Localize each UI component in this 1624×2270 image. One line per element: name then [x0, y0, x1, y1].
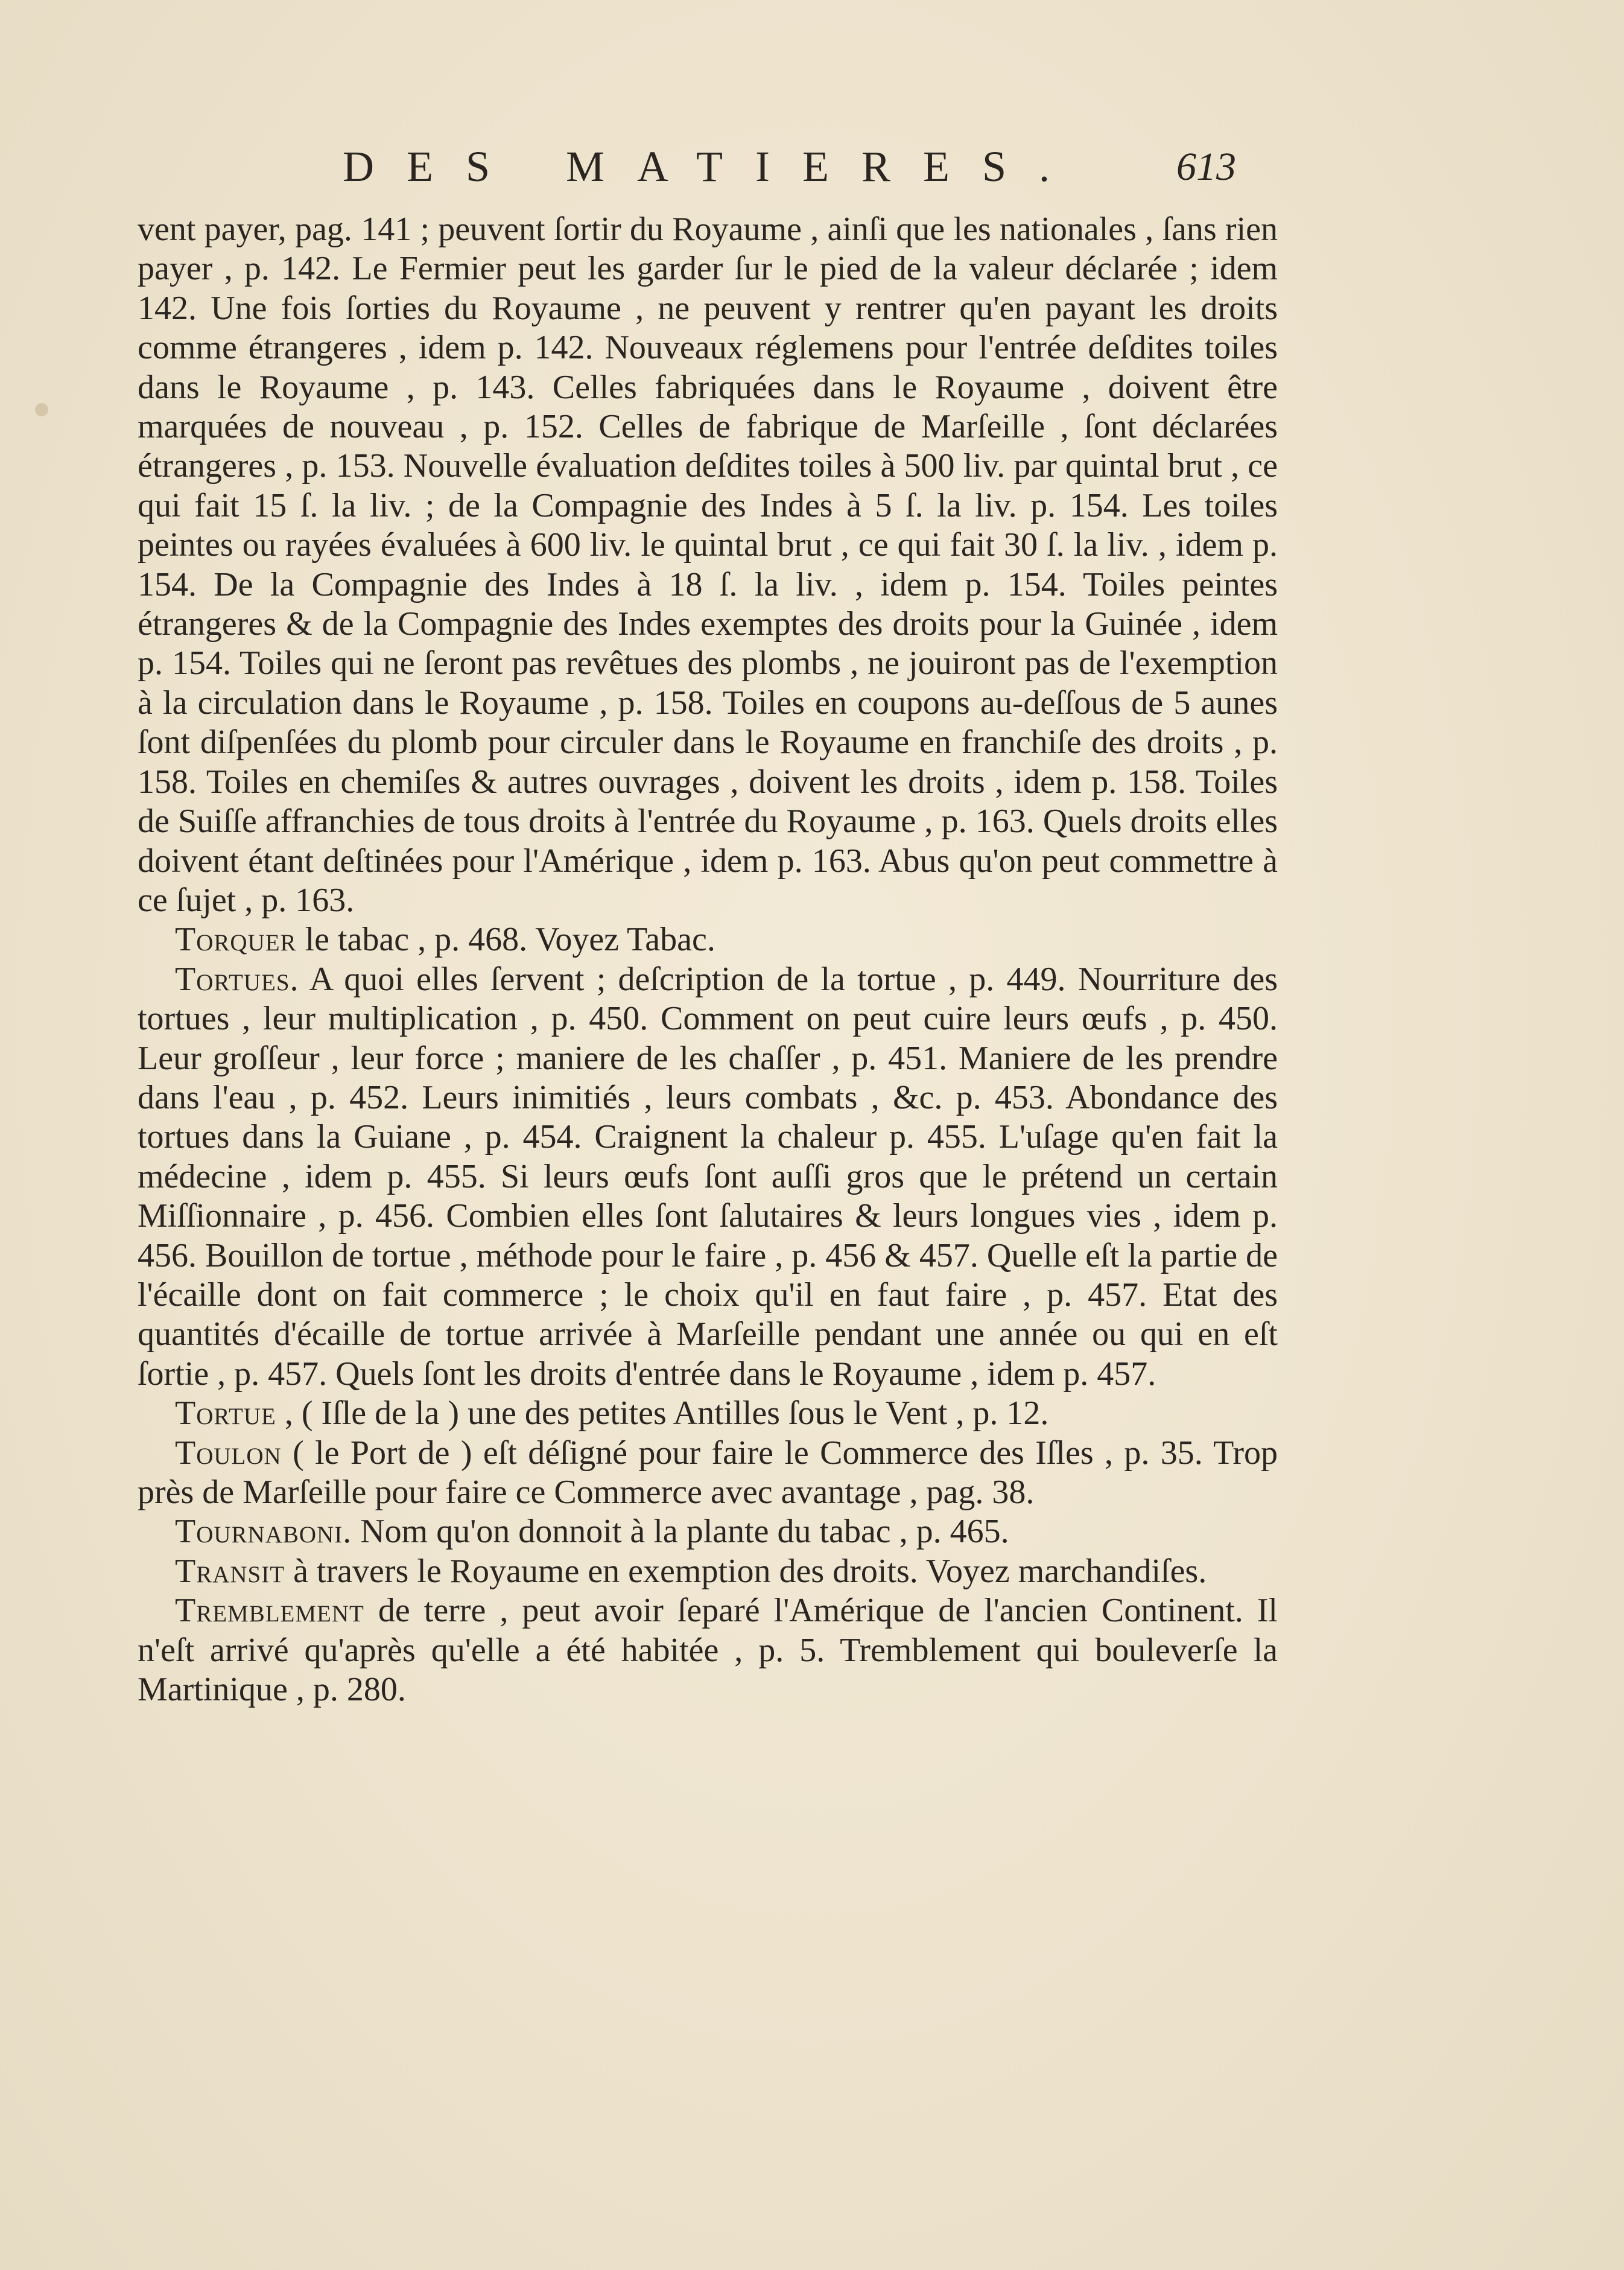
- page-header: [138, 142, 1278, 202]
- paper-spot: [35, 403, 48, 416]
- index-body: [138, 210, 1278, 1709]
- entry-text: A quoi elles ſervent ; deſcription de la tortue , p. 449. Nourriture des tortues , leur multiplication , p. 450. Comment on peut cuire leurs œufs , p. 450. Leur groſſeur , leur force ; maniere de les chaſſer , p. 451. Maniere de les prendre dans l'eau , p. 452. Leurs inimitiés , leurs combats , &c. p. 453. Abondance des tortues dans la Guiane , p. 454. Craignent la chaleur p. 455. L'uſage qu'en fait la médecine , idem p. 455. Si leurs œufs ſont auſſi gros que le prétend un certain Miſſionnaire , p. 456. Combien elles ſont ſalutaires & leurs longues vies , idem p. 456. Bouillon de tortue , méthode pour le faire , p. 456 & 457. Quelle eſt la partie de l'écaille dont on fait commerce ; le choix qu'il en faut faire , p. 457. Etat des quantités d'écaille de tortue arrivée à Marſeille pendant une année ou qui en eſt ſortie , p. 457. Quels ſont les droits d'entrée dans le Royaume , idem p. 457.: [138, 960, 1278, 1393]
- entry-text: de terre , peut avoir ſeparé l'Amérique de l'ancien Continent. Il n'eſt arrivé qu'après qu'elle a été habitée , p. 5. Tremblement qui bouleverſe la Martinique , p. 280.: [138, 1592, 1278, 1709]
- index-entry-tortue-isle: [138, 1394, 1278, 1433]
- index-entry-toulon: [138, 1434, 1278, 1513]
- index-entry-transit: [138, 1552, 1278, 1591]
- running-title: DES MATIERES.: [343, 142, 1083, 191]
- entry-text: , ( Iſle de la ) une des petites Antilles ſous le Vent , p. 12.: [276, 1394, 1049, 1432]
- index-entry-tortues: [138, 960, 1278, 1394]
- page-number: 613: [1176, 145, 1236, 189]
- entry-headword: Tremblement: [175, 1592, 364, 1630]
- entry-text: le tabac , p. 468. Voyez Tabac.: [296, 921, 715, 959]
- entry-text: Nom qu'on donnoit à la plante du tabac , p. 465.: [352, 1513, 1009, 1551]
- index-entry-tremblement: [138, 1591, 1278, 1709]
- entry-headword: Toulon: [175, 1434, 282, 1472]
- entry-text: vent payer, pag. 141 ; peuvent ſortir du Royaume , ainſi que les nationales , ſans rien payer , p. 142. Le Fermier peut les garder ſur le pied de la valeur déclarée ; idem 142. Une fois ſorties du Royaume , ne peuvent y rentrer qu'en payant les droits comme étrangeres , idem p. 142. Nouveaux réglemens pour l'entrée deſdites toiles dans le Royaume , p. 143. Celles fabriquées dans le Royaume , doivent être marquées de nouveau , p. 152. Celles de fabrique de Marſeille , ſont déclarées étrangeres , p. 153. Nouvelle évaluation deſdites toiles à 500 liv. par quintal brut , ce qui fait 15 ſ. la liv. ; de la Compagnie des Indes à 5 ſ. la liv. p. 154. Les toiles peintes ou rayées évaluées à 600 liv. le quintal brut , ce qui fait 30 ſ. la liv. , idem p. 154. De la Compagnie des Indes à 18 ſ. la liv. , idem p. 154. Toiles peintes étrangeres & de la Compagnie des Indes exemptes des droits pour la Guinée , idem p. 154. Toiles qui ne ſeront pas revêtues des plombs , ne jouiront pas de l'exemption à la circulation dans le Royaume , p. 158. Toiles en coupons au-deſſous de 5 aunes ſont diſpenſées du plomb pour circuler dans le Royaume en franchiſe des droits , p. 158. Toiles en chemiſes & autres ouvrages , doivent les droits , idem p. 158. Toiles de Suiſſe affranchies de tous droits à l'entrée du Royaume , p. 163. Quels droits elles doivent étant deſtinées pour l'Amérique , idem p. 163. Abus qu'on peut commettre à ce ſujet , p. 163.: [138, 211, 1278, 919]
- entry-headword: Tortue: [175, 1394, 276, 1432]
- entry-headword: Tournaboni.: [175, 1513, 352, 1551]
- index-entry-toiles-continued: [138, 210, 1278, 920]
- entry-text: ( le Port de ) eſt déſigné pour faire le Commerce des Iſles , p. 35. Trop près de Marſeille pour faire ce Commerce avec avantage , pag. 38.: [138, 1434, 1278, 1511]
- index-entry-torquer: [138, 920, 1278, 959]
- entry-headword: Tortues.: [175, 960, 299, 998]
- entry-headword: Transit: [175, 1552, 285, 1590]
- entry-text: à travers le Royaume en exemption des droits. Voyez marchandiſes.: [285, 1552, 1207, 1590]
- entry-headword: Torquer: [175, 921, 297, 959]
- index-entry-tournaboni: [138, 1512, 1278, 1551]
